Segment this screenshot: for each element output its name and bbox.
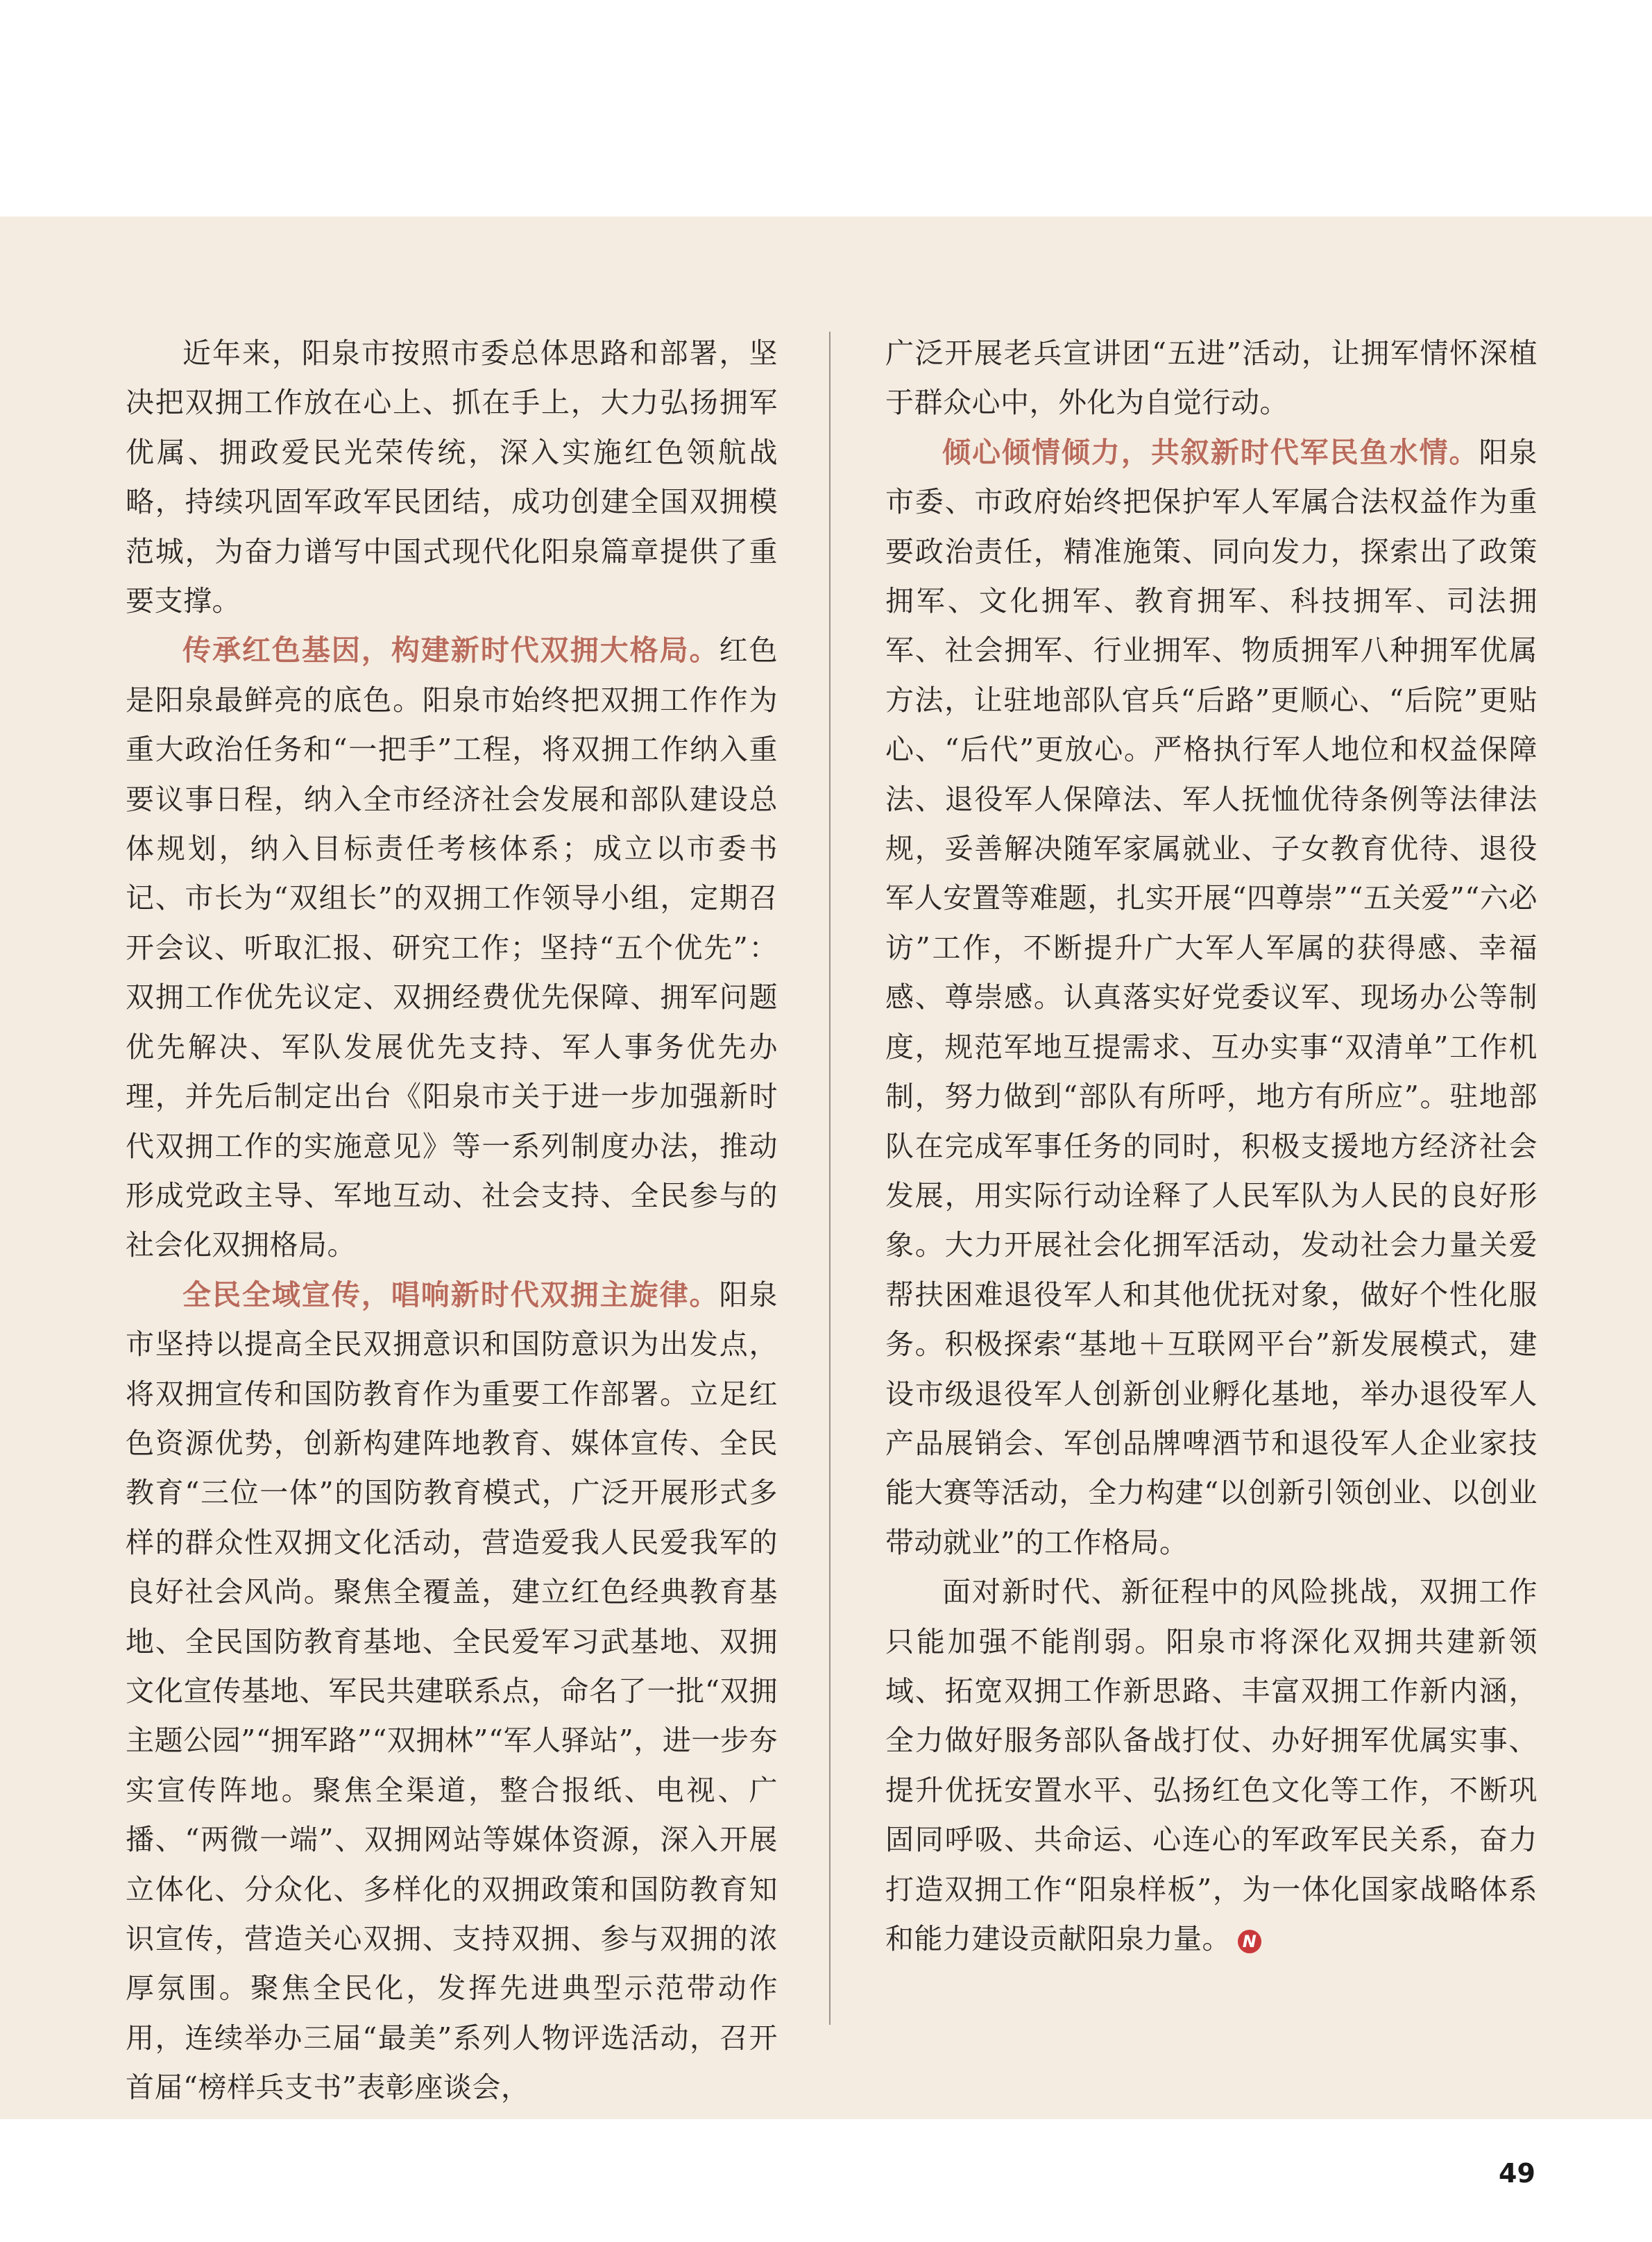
paragraph-text: 面对新时代、新征程中的风险挑战，双拥工作只能加强不能削弱。阳泉市将深化双拥共建新领域、拓宽双拥工作新思路、丰富双拥工作新内涵，全力做好服务部队备战打仗、办好拥军优属实事、提升优抚安置水平、弘扬红色文化等工作，不断巩固同呼吸、共命运、心连心的军政军民关系，奋力打造双拥工作“阳泉样板”，为一体化国家战略体系和能力建设贡献阳泉力量。 (885, 1575, 1538, 1955)
paragraph-text: 阳泉市委、市政府始终把保护军人军属合法权益作为重要政治责任，精准施策、同向发力，探索出了政策拥军、文化拥军、教育拥军、科技拥军、司法拥军、社会拥军、行业拥军、物质拥军八种拥军优属方法，让驻地部队官兵“后路”更顺心、“后院”更贴心、“后代”更放心。严格执行军人地位和权益保障法、退役军人保障法、军人抚恤优待条例等法律法规，妥善解决随军家属就业、子女教育优待、退役军人安置等难题，扎实开展“四尊崇”“五关爱”“六必访”工作，不断提升广大军人军属的获得感、幸福感、尊崇感。认真落实好党委议军、现场办公等制度，规范军地互提需求、互办实事“双清单”工作机制，努力做到“部队有所呼，地方有所应”。驻地部队在完成军事任务的同时，积极支援地方经济社会发展，用实际行动诠释了人民军队为人民的良好形象。大力开展社会化拥军活动，发动社会力量关爱帮扶困难退役军人和其他优抚对象，做好个性化服务。积极探索“基地＋互联网平台”新发展模式，建设市级退役军人创新创业孵化基地，举办退役军人产品展销会、军创品牌啤酒节和退役军人企业家技能大赛等活动，全力构建“以创新引领创业、以创业带动就业”的工作格局。 (885, 435, 1538, 1559)
page-number: 49 (1499, 2158, 1535, 2189)
section-heading: 传承红色基因，构建新时代双拥大格局。 (182, 634, 719, 668)
paragraph-text: 红色是阳泉最鲜亮的底色。阳泉市始终把双拥工作作为重大政治任务和“一把手”工程，将双拥工作纳入重要议事日程，纳入全市经济社会发展和部队建设总体规划，纳入目标责任考核体系；成立以市委书记、市长为“双组长”的双拥工作领导小组，定期召开会议、听取汇报、研究工作；坚持“五个优先”：双拥工作优先议定、双拥经费优先保障、拥军问题优先解决、军队发展优先支持、军人事务优先办理，并先后制定出台《阳泉市关于进一步加强新时代双拥工作的实施意见》等一系列制度办法，推动形成党政主导、军地互动、社会支持、全民参与的社会化双拥格局。 (126, 634, 778, 1262)
intro-paragraph (126, 329, 778, 626)
paragraph-text: 阳泉市坚持以提高全民双拥意识和国防意识为出发点，将双拥宣传和国防教育作为重要工作部署。立足红色资源优势，创新构建阵地教育、媒体宣传、全民教育“三位一体”的国防教育模式，广泛开展形式多样的群众性双拥文化活动，营造爱我人民爱我军的良好社会风尚。聚焦全覆盖，建立红色经典教育基地、全民国防教育基地、全民爱军习武基地、双拥文化宣传基地、军民共建联系点，命名了一批“双拥主题公园”“拥军路”“双拥林”“军人驿站”，进一步夯实宣传阵地。聚焦全渠道，整合报纸、电视、广播、“两微一端”、双拥网站等媒体资源，深入开展立体化、分众化、多样化的双拥政策和国防教育知识宣传，营造关心双拥、支持双拥、参与双拥的浓厚氛围。聚焦全民化，发挥先进典型示范带动作用，连续举办三届“最美”系列人物评选活动，召开首届“榜样兵支书”表彰座谈会， (126, 1277, 778, 2105)
section-paragraph-fish-water (885, 428, 1538, 1568)
paragraph-text: 近年来，阳泉市按照市委总体思路和部署，坚决把双拥工作放在心上、抓在手上，大力弘扬拥军优属、拥政爱民光荣传统，深入实施红色领航战略，持续巩固军政军民团结，成功创建全国双拥模范城，为奋力谱写中国式现代化阳泉篇章提供了重要支撑。 (126, 337, 778, 618)
section-paragraph-red-gene (126, 626, 778, 1270)
continued-paragraph (885, 329, 1538, 428)
paragraph-text: 广泛开展老兵宣讲团“五进”活动，让拥军情怀深植于群众心中，外化为自觉行动。 (885, 337, 1538, 420)
section-heading: 倾心倾情倾力，共叙新时代军民鱼水情。 (942, 435, 1479, 469)
section-heading: 全民全域宣传，唱响新时代双拥主旋律。 (182, 1277, 719, 1311)
section-paragraph-publicity (126, 1271, 778, 2113)
closing-paragraph (885, 1568, 1538, 1964)
column-divider (829, 332, 831, 2025)
article-right-column (885, 329, 1538, 1964)
article-left-column (126, 329, 778, 2113)
end-mark-icon: N (1238, 1930, 1261, 1953)
